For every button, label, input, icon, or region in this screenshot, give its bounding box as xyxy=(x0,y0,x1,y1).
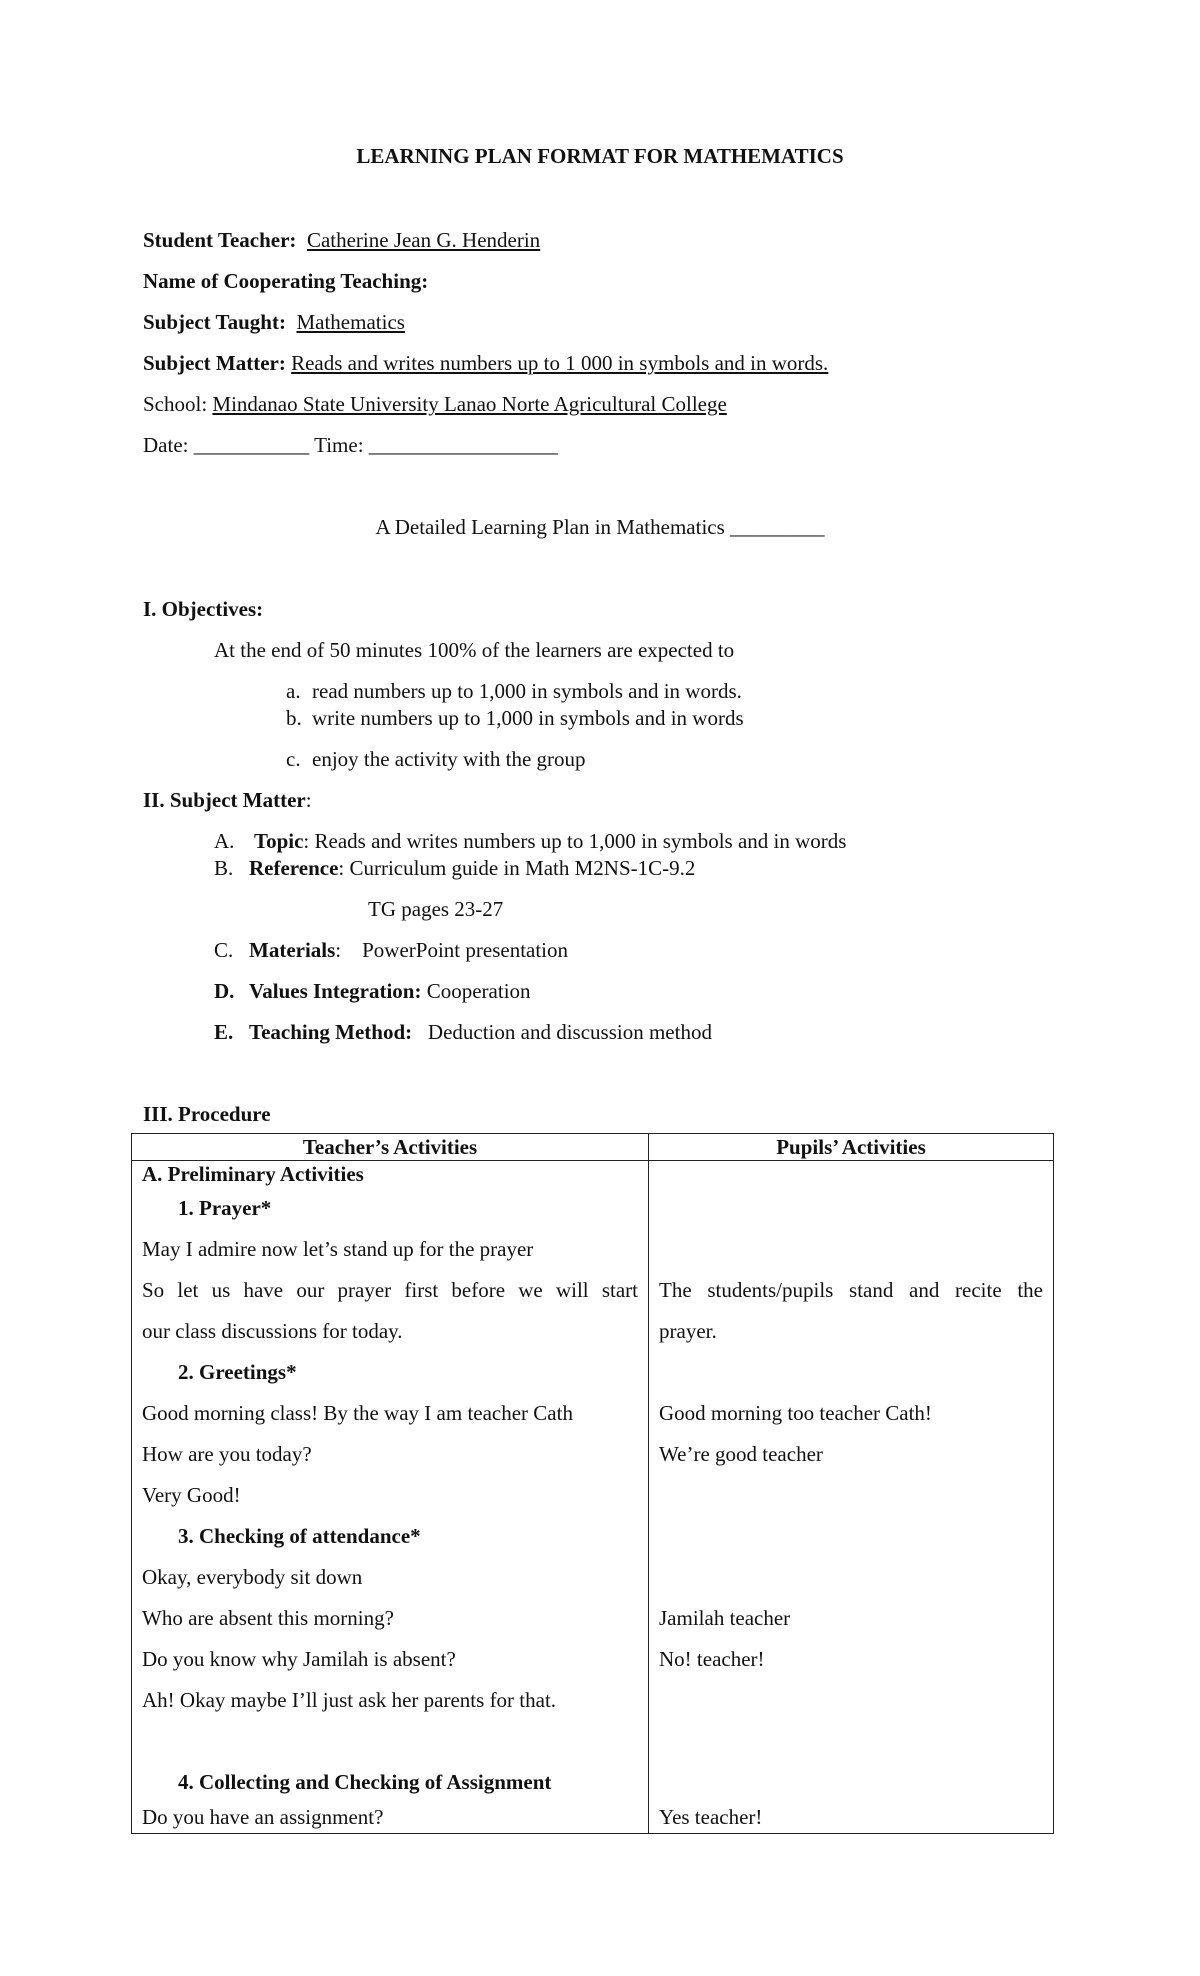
objective-item xyxy=(286,746,586,772)
column-header-pupils: Pupils’ Activities xyxy=(649,1134,1054,1161)
teacher-cell: Okay, everybody sit down xyxy=(132,1557,649,1598)
school-line xyxy=(143,391,727,417)
table-row xyxy=(132,1598,1054,1639)
table-row xyxy=(132,1516,1054,1557)
subject-matter-item-continued: TG pages 23-27 xyxy=(368,897,504,921)
objective-item-text: read numbers up to 1,000 in symbols and in words. xyxy=(312,679,742,703)
objectives-heading: I. Objectives: xyxy=(143,597,264,621)
pupils-cell xyxy=(649,1557,1054,1598)
table-row xyxy=(132,1270,1054,1311)
table-row xyxy=(132,1311,1054,1352)
table-row xyxy=(132,1721,1054,1762)
pupils-cell: No! teacher! xyxy=(649,1639,1054,1680)
column-header-teacher: Teacher’s Activities xyxy=(132,1134,649,1161)
teacher-cell: 4. Collecting and Checking of Assignment xyxy=(132,1762,649,1803)
objectives-intro: At the end of 50 minutes 100% of the learners are expected to xyxy=(214,638,735,662)
subject-taught-value: Mathematics xyxy=(296,310,405,334)
table-row xyxy=(132,1762,1054,1803)
subject-matter-item-key: Teaching Method: xyxy=(249,1020,413,1044)
teacher-cell: our class discussions for today. xyxy=(132,1311,649,1352)
subject-matter-item xyxy=(214,855,695,881)
table-row xyxy=(132,1475,1054,1516)
table-row xyxy=(132,1434,1054,1475)
objective-item-label: c. xyxy=(286,747,301,771)
subject-matter-item-label: E. xyxy=(214,1020,234,1044)
subject-matter-item-label: B. xyxy=(214,856,234,880)
teacher-cell: How are you today? xyxy=(132,1434,649,1475)
student-teacher-label: Student Teacher: xyxy=(143,228,297,252)
student-teacher-value: Catherine Jean G. Henderin xyxy=(306,228,541,252)
objective-item-text: write numbers up to 1,000 in symbols and in words xyxy=(312,706,744,730)
table-row xyxy=(132,1352,1054,1393)
table-row xyxy=(132,1557,1054,1598)
teacher-cell: Good morning class! By the way I am teacher Cath xyxy=(132,1393,649,1434)
procedure-heading: III. Procedure xyxy=(143,1102,271,1126)
subject-taught-label: Subject Taught: xyxy=(143,310,286,334)
subject-matter-item xyxy=(214,1019,712,1045)
table-row xyxy=(132,1161,1054,1188)
table-row xyxy=(132,1803,1054,1834)
objective-item xyxy=(286,678,742,704)
subject-matter-item-value: Cooperation xyxy=(421,979,531,1003)
pupils-cell: Yes teacher! xyxy=(649,1803,1054,1834)
date-time-line xyxy=(143,432,558,458)
subject-matter-item-label: A. xyxy=(214,829,235,853)
teacher-cell: Do you know why Jamilah is absent? xyxy=(132,1639,649,1680)
subject-matter-item-value: : Curriculum guide in Math M2NS-1C-9.2 xyxy=(338,856,696,880)
subject-taught-line xyxy=(143,309,405,335)
subject-matter-heading: II. Subject Matter xyxy=(143,788,306,812)
subject-matter-label: Subject Matter: xyxy=(143,351,286,375)
subject-matter-value: Reads and writes numbers up to 1 000 in symbols and in words. xyxy=(291,351,829,375)
document-title: LEARNING PLAN FORMAT FOR MATHEMATICS xyxy=(356,144,844,168)
subject-matter-item xyxy=(214,978,531,1004)
objective-item-label: b. xyxy=(286,706,302,730)
teacher-cell: 1. Prayer* xyxy=(132,1188,649,1229)
table-row xyxy=(132,1188,1054,1229)
subject-matter-item xyxy=(214,828,846,854)
teacher-cell: May I admire now let’s stand up for the prayer xyxy=(132,1229,649,1270)
pupils-cell xyxy=(649,1475,1054,1516)
table-row xyxy=(132,1393,1054,1434)
subject-matter-item-key: Reference xyxy=(249,856,339,880)
table-row xyxy=(132,1639,1054,1680)
pupils-cell: prayer. xyxy=(649,1311,1054,1352)
pupils-cell: The students/pupils stand and recite the xyxy=(649,1270,1054,1311)
objective-item xyxy=(286,705,744,731)
pupils-cell xyxy=(649,1161,1054,1188)
subject-matter-item-key: Topic xyxy=(254,829,304,853)
teacher-cell xyxy=(132,1721,649,1762)
school-label: School: xyxy=(143,392,208,416)
pupils-cell: We’re good teacher xyxy=(649,1434,1054,1475)
pupils-cell xyxy=(649,1762,1054,1803)
subject-matter-item-key: Values Integration: xyxy=(249,979,422,1003)
teacher-cell: Very Good! xyxy=(132,1475,649,1516)
teacher-cell: 3. Checking of attendance* xyxy=(132,1516,649,1557)
subject-matter-item-label: C. xyxy=(214,938,234,962)
pupils-cell xyxy=(649,1229,1054,1270)
pupils-cell xyxy=(649,1352,1054,1393)
student-teacher-line xyxy=(143,227,540,253)
date-blank: ___________ xyxy=(193,433,310,457)
teacher-cell: 2. Greetings* xyxy=(132,1352,649,1393)
teacher-cell: Who are absent this morning? xyxy=(132,1598,649,1639)
subject-matter-heading-colon: : xyxy=(305,788,312,812)
school-value: Mindanao State University Lanao Norte Agricultural College xyxy=(212,392,727,416)
time-label: Time: xyxy=(314,433,364,457)
subject-matter-item-value: : PowerPoint presentation xyxy=(335,938,569,962)
teacher-cell: A. Preliminary Activities xyxy=(132,1161,649,1188)
pupils-cell xyxy=(649,1721,1054,1762)
subject-matter-item-key: Materials xyxy=(249,938,336,962)
teacher-cell: Ah! Okay maybe I’ll just ask her parents for that. xyxy=(132,1680,649,1721)
pupils-cell xyxy=(649,1188,1054,1229)
subject-matter-item xyxy=(214,937,568,963)
subject-matter-item-value: Deduction and discussion method xyxy=(412,1020,712,1044)
teacher-cell: So let us have our prayer first before we will start xyxy=(132,1270,649,1311)
procedure-table xyxy=(131,1133,1054,1834)
date-label: Date: xyxy=(143,433,189,457)
table-row xyxy=(132,1229,1054,1270)
pupils-cell: Good morning too teacher Cath! xyxy=(649,1393,1054,1434)
subject-matter-item-value: : Reads and writes numbers up to 1,000 in symbols and in words xyxy=(303,829,847,853)
time-blank: __________________ xyxy=(368,433,558,457)
pupils-cell xyxy=(649,1516,1054,1557)
subject-matter-line xyxy=(143,350,828,376)
teacher-cell: Do you have an assignment? xyxy=(132,1803,649,1834)
subject-matter-heading-line xyxy=(143,787,312,813)
cooperating-teacher-label: Name of Cooperating Teaching: xyxy=(143,269,429,293)
objective-item-label: a. xyxy=(286,679,301,703)
table-header-row xyxy=(132,1134,1054,1161)
table-row xyxy=(132,1680,1054,1721)
subject-matter-item-label: D. xyxy=(214,979,235,1003)
plan-title: A Detailed Learning Plan in Mathematics _________ xyxy=(375,515,825,539)
pupils-cell: Jamilah teacher xyxy=(649,1598,1054,1639)
objective-item-text: enjoy the activity with the group xyxy=(312,747,586,771)
pupils-cell xyxy=(649,1680,1054,1721)
